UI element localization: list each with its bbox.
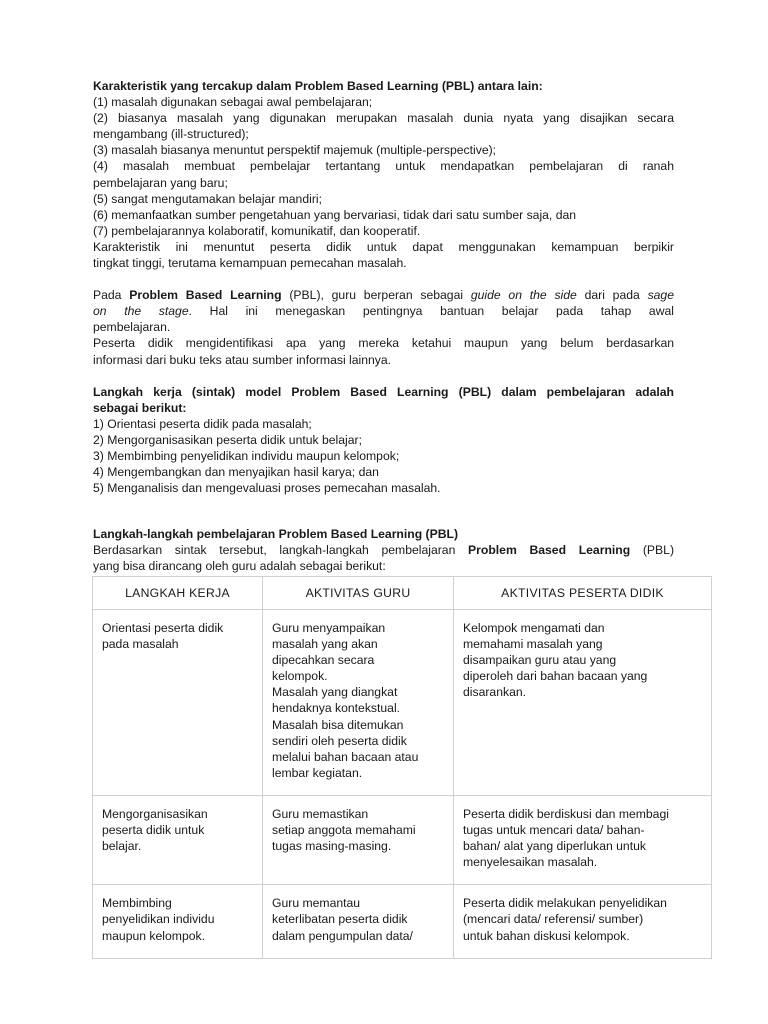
cell-student: Kelompok mengamati dan memahami masalah yang disampaikan guru atau yang diperoleh dari bahan bacaan yang disarankan. — [454, 610, 712, 796]
syntax-item: 1) Orientasi peserta didik pada masalah; — [93, 416, 312, 431]
syntax-heading: Langkah kerja (sintak) model Problem Based Learning (PBL) dalam pembelajaran adalah — [93, 384, 674, 399]
table-row — [93, 795, 712, 884]
list-item: (7) pembelajarannya kolaboratif, komunikatif, dan kooperatif. — [93, 223, 421, 238]
header-aktivitas-peserta: AKTIVITAS PESERTA DIDIK — [454, 577, 712, 610]
steps-intro-cont: yang bisa dirancang oleh guru adalah sebagai berikut: — [93, 559, 386, 574]
table-row — [93, 610, 712, 796]
steps-intro: Berdasarkan sintak tersebut, langkah-langkah pembelajaran Problem Based Learning (PBL) — [93, 543, 674, 558]
closing-text: Karakteristik ini menuntut peserta didik untuk dapat menggunakan kemampuan berpikir — [93, 239, 674, 254]
cell-teacher: Guru memastikan setiap anggota memahami tugas masing-masing. — [263, 795, 454, 884]
steps-heading: Langkah-langkah pembelajaran Problem Based Learning (PBL) — [93, 527, 459, 542]
cell-teacher: Guru menyampaikan masalah yang akan dipecahkan secara kelompok. Masalah yang diangkat hendaknya kontekstual. Masalah bisa ditemukan sendiri oleh peserta didik melalui bahan bacaan atau lembar kegiatan. — [263, 610, 454, 796]
syntax-item: 3) Membimbing penyelidikan individu maupun kelompok; — [93, 448, 400, 463]
section-steps — [93, 526, 674, 574]
steps-table — [92, 576, 712, 959]
cell-student: Peserta didik melakukan penyelidikan (mencari data/ referensi/ sumber) untuk bahan diskusi kelompok. — [454, 885, 712, 958]
cell-step: Orientasi peserta didik pada masalah — [93, 610, 263, 796]
section-teacher-role — [93, 287, 674, 367]
table-row — [93, 885, 712, 958]
syntax-item: 4) Mengembangkan dan menyajikan hasil karya; dan — [93, 465, 379, 480]
list-item: (4) masalah membuat pembelajar tertantang untuk mendapatkan pembelajaran di ranah — [93, 159, 674, 174]
cell-step: Membimbing penyelidikan individu maupun kelompok. — [93, 885, 263, 958]
section-characteristics — [93, 78, 674, 271]
syntax-heading-cont: sebagai berikut: — [93, 400, 187, 415]
cell-teacher: Guru memantau keterlibatan peserta didik dalam pengumpulan data/ — [263, 885, 454, 958]
role-line-3: pembelajaran. — [93, 320, 171, 335]
role-line-2: on the stage. Hal ini menegaskan pentingnya bantuan belajar pada tahap awal — [93, 304, 674, 319]
syntax-item: 2) Mengorganisasikan peserta didik untuk belajar; — [93, 432, 362, 447]
characteristics-heading: Karakteristik yang tercakup dalam Problem Based Learning (PBL) antara lain: — [93, 79, 543, 93]
document-body — [93, 78, 674, 575]
cell-step: Mengorganisasikan peserta didik untuk belajar. — [93, 795, 263, 884]
list-item: (2) biasanya masalah yang digunakan merupakan masalah dunia nyata yang disajikan secara — [93, 111, 674, 126]
list-item-cont: mengambang (ill-structured); — [93, 127, 249, 142]
list-item: (6) memanfaatkan sumber pengetahuan yang bervariasi, tidak dari satu sumber saja, dan — [93, 207, 577, 222]
list-item: (5) sangat mengutamakan belajar mandiri; — [93, 191, 322, 206]
list-item: (3) masalah biasanya menuntut perspektif majemuk (multiple-perspective); — [93, 143, 497, 158]
role-para2-cont: informasi dari buku teks atau sumber informasi lainnya. — [93, 352, 392, 367]
cell-student: Peserta didik berdiskusi dan membagi tugas untuk mencari data/ bahan- bahan/ alat yang diperlukan untuk menyelesaikan masalah. — [454, 795, 712, 884]
section-syntax — [93, 384, 674, 497]
role-line-1: Pada Problem Based Learning (PBL), guru berperan sebagai guide on the side dari pada sage — [93, 288, 674, 303]
closing-text-cont: tingkat tinggi, terutama kemampuan pemecahan masalah. — [93, 256, 407, 271]
header-aktivitas-guru: AKTIVITAS GURU — [263, 577, 454, 610]
role-para2: Peserta didik mengidentifikasi apa yang mereka ketahui maupun yang belum berdasarkan — [93, 336, 674, 351]
list-item-cont: pembelajaran yang baru; — [93, 175, 228, 190]
table-header-row — [93, 577, 712, 610]
header-langkah-kerja: LANGKAH KERJA — [93, 577, 263, 610]
list-item: (1) masalah digunakan sebagai awal pembelajaran; — [93, 95, 373, 110]
syntax-item: 5) Menganalisis dan mengevaluasi proses pemecahan masalah. — [93, 481, 441, 496]
